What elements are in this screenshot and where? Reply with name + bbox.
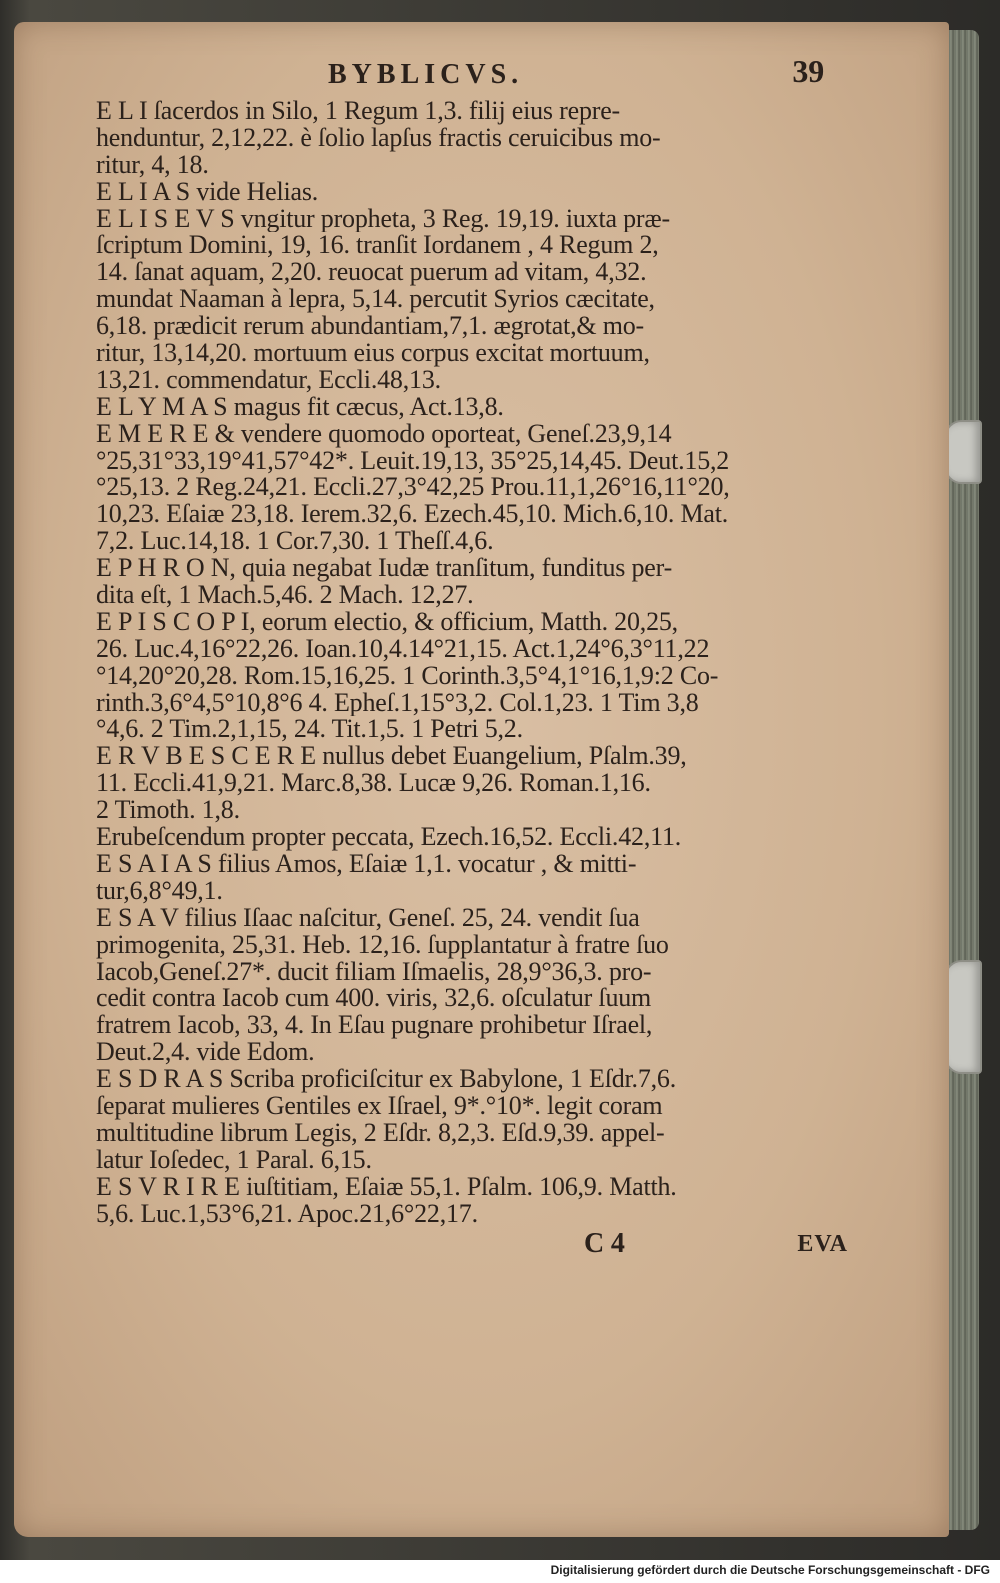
book-fore-edge [949,30,979,1530]
text-line: 13,21. commendatur, Eccli.48,13. [96,366,441,394]
text-line: 2 Timoth. 1,8. [96,797,240,825]
page-header [96,53,848,96]
text-line: 14. ſanat aquam, 2,20. reuocat puerum ad vitam, 4,32. [96,259,647,287]
text-line: ritur, 4, 18. [96,151,209,179]
text-line: Erubeſcendum propter peccata, Ezech.16,52. Eccli.42,11. [96,824,682,851]
text-line: E S D R A S Scriba proficiſcitur ex Babylone, 1 Eſdr.7,6. [96,1066,677,1093]
text-line: °14,20°20,28. Rom.15,16,25. 1 Corinth.3,5°4,1°16,1,9:2 Co- [96,662,719,690]
text-line: 6,18. prædicit rerum abundantiam,7,1. ægrotat,& mo- [96,313,644,341]
text-line: mundat Naaman à lepra, 5,14. percutit Syrios cæcitate, [96,286,655,314]
text-line: primogenita, 25,31. Heb. 12,16. ſupplantatur à fratre ſuo [96,931,669,959]
text-line: E P I S C O P I, eorum electio, & officium, Matth. 20,25, [96,608,678,636]
page-tab-lower [944,960,982,1074]
text-line: 11. Eccli.41,9,21. Marc.8,38. Lucæ 9,26. Roman.1,16. [96,770,651,798]
text-line: ritur, 13,14,20. mortuum eius corpus excitat mortuum, [96,340,650,367]
text-line: °25,13. 2 Reg.24,21. Eccli.27,3°42,25 Prou.11,1,26°16,11°20, [96,474,730,502]
text-line: E P H R O N, quia negabat Iudæ tranſitum, funditus per- [96,555,673,583]
signature-mark: C 4 [584,1228,625,1260]
text-line: Deut.2,4. vide Edom. [96,1039,315,1067]
credit-text: Digitalisierung gefördert durch die Deutsche Forschungsgemeinschaft - DFG [550,1563,990,1577]
page-footer [96,1229,848,1263]
text-line: E M E R E & vendere quomodo oporteat, Geneſ.23,9,14 [96,420,672,448]
page-text [96,53,848,1263]
text-line: ſeparat mulieres Gentiles ex Iſrael, 9*.°10*. legit coram [96,1092,663,1120]
text-line: E L Y M A S magus fit cæcus, Act.13,8. [96,393,504,421]
catchword: EVA [797,1231,848,1258]
text-line: Iacob,Geneſ.27*. ducit filiam Iſmaelis, 28,9°36,3. pro- [96,958,652,986]
text-line: E L I ſacerdos in Silo, 1 Regum 1,3. filij eius repre- [96,98,621,125]
text-line: E L I A S vide Helias. [96,178,319,206]
text-line: E R V B E S C E R E nullus debet Euangelium, Pſalm.39, [96,743,687,771]
index-entries [96,98,848,1227]
text-line: multitudine librum Legis, 2 Eſdr. 8,2,3. Eſd.9,39. appel- [96,1119,665,1147]
page-number: 39 [792,53,824,89]
text-line: rinth.3,6°4,5°10,8°6 4. Epheſ.1,15°3,2. Col.1,23. 1 Tim 3,8 [96,689,699,717]
text-line: tur,6,8°49,1. [96,877,223,905]
text-line: ſcriptum Domini, 19, 16. tranſit Iordanem , 4 Regum 2, [96,232,659,260]
text-line: 26. Luc.4,16°22,26. Ioan.10,4.14°21,15. Act.1,24°6,3°11,22 [96,635,710,663]
text-line: °25,31°33,19°41,57°42*. Leuit.19,13, 35°25,14,45. Deut.15,2 [96,447,730,475]
page-tab-upper [944,420,982,484]
text-line: 7,2. Luc.14,18. 1 Cor.7,30. 1 Theſſ.4,6. [96,528,494,556]
text-line: dita eſt, 1 Mach.5,46. 2 Mach. 12,27. [96,582,474,609]
text-line: E S A V filius Iſaac naſcitur, Geneſ. 25, 24. vendit ſua [96,904,640,932]
text-line: 5,6. Luc.1,53°6,21. Apoc.21,6°22,17. [96,1200,478,1228]
text-line: E S V R I R E iuſtitiam, Eſaiæ 55,1. Pſalm. 106,9. Matth. [96,1173,677,1201]
text-line: latur Ioſedec, 1 Paral. 6,15. [96,1146,372,1174]
text-line: cedit contra Iacob cum 400. viris, 32,6. oſculatur ſuum [96,985,652,1013]
credit-bar [0,1560,1000,1583]
running-title: BYBLICVS. [328,59,524,90]
text-line: E S A I A S filius Amos, Eſaiæ 1,1. vocatur , & mitti- [96,850,637,878]
text-line: E L I S E V S vngitur propheta, 3 Reg. 19,19. iuxta præ- [96,205,670,233]
text-line: 10,23. Eſaiæ 23,18. Ierem.32,6. Ezech.45,10. Mich.6,10. Mat. [96,501,729,529]
text-line: °4,6. 2 Tim.2,1,15, 24. Tit.1,5. 1 Petri 5,2. [96,716,523,744]
text-line: fratrem Iacob, 33, 4. In Eſau pugnare prohibetur Iſrael, [96,1012,653,1040]
text-line: henduntur, 2,12,22. è ſolio lapſus fractis ceruicibus mo- [96,124,661,152]
